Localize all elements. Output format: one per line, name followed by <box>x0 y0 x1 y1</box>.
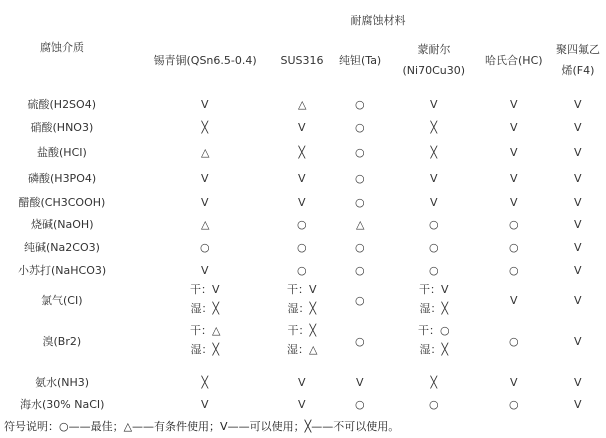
rating-cell: ╳ <box>430 121 438 134</box>
rating-cell: ○ <box>429 398 439 411</box>
rating-cell: V <box>574 398 582 411</box>
rating-cell: ○ <box>509 264 519 277</box>
rating-cell: V <box>201 264 209 277</box>
rating-cell: △ <box>298 98 307 111</box>
rating-cell: V <box>298 172 306 185</box>
rating-cell: ○ <box>509 218 519 231</box>
rating-wet: 湿：╳ <box>287 302 317 315</box>
rating-cell: V <box>430 98 438 111</box>
rating-dry: 干：○ <box>418 324 450 337</box>
rating-cell: V <box>201 172 209 185</box>
rating-cell: V <box>430 196 438 209</box>
column-header: SUS316 <box>280 54 324 67</box>
symbol-legend: 符号说明：○——最佳；△——有条件使用；V——可以使用；╳——不可以使用。 <box>4 420 400 433</box>
rating-dry: 干：△ <box>190 324 221 337</box>
medium-name: 烧碱(NaOH) <box>31 218 94 231</box>
rating-dry: 干：V <box>419 283 449 296</box>
medium-name: 海水(30% NaCI) <box>20 398 105 411</box>
medium-name: 醋酸(CH3COOH) <box>18 196 106 209</box>
medium-name: 硫酸(H2SO4) <box>27 98 96 111</box>
medium-name: 溴(Br2) <box>42 335 82 348</box>
header-group-label: 耐腐蚀材料 <box>350 14 406 27</box>
rating-cell: ○ <box>509 398 519 411</box>
header-medium-label: 腐蚀介质 <box>40 41 84 54</box>
rating-cell: △ <box>201 146 210 159</box>
rating-cell: ○ <box>429 264 439 277</box>
column-header: 蒙耐尔 <box>417 43 451 56</box>
rating-cell: ○ <box>355 294 365 307</box>
rating-cell: V <box>356 376 364 389</box>
rating-wet: 湿：△ <box>287 343 318 356</box>
rating-cell: ○ <box>509 335 519 348</box>
medium-name: 硝酸(HNO3) <box>30 121 94 134</box>
rating-cell: V <box>201 196 209 209</box>
rating-cell: ○ <box>200 241 210 254</box>
rating-cell: ╳ <box>201 376 209 389</box>
rating-cell: V <box>298 398 306 411</box>
column-header: 纯钽(Ta) <box>339 54 382 67</box>
medium-name: 氯气(CI) <box>41 294 83 307</box>
rating-cell: ○ <box>297 264 307 277</box>
rating-cell: ○ <box>429 218 439 231</box>
rating-cell: △ <box>201 218 210 231</box>
rating-wet: 湿：╳ <box>419 343 449 356</box>
rating-cell: V <box>574 172 582 185</box>
rating-cell: V <box>574 98 582 111</box>
rating-cell: V <box>510 376 518 389</box>
rating-cell: V <box>510 196 518 209</box>
rating-cell: ○ <box>355 172 365 185</box>
rating-cell: ○ <box>355 196 365 209</box>
medium-name: 磷酸(H3PO4) <box>28 172 97 185</box>
rating-cell: ○ <box>509 241 519 254</box>
rating-cell: V <box>574 196 582 209</box>
medium-name: 氨水(NH3) <box>35 376 90 389</box>
rating-cell: V <box>574 294 582 307</box>
rating-cell: V <box>574 241 582 254</box>
rating-cell: V <box>298 121 306 134</box>
rating-cell: ○ <box>355 146 365 159</box>
rating-cell: V <box>574 264 582 277</box>
rating-cell: ╳ <box>298 146 306 159</box>
rating-wet: 湿：╳ <box>419 302 449 315</box>
column-header-sub: 烯(F4) <box>561 64 595 77</box>
rating-cell: V <box>574 335 582 348</box>
rating-cell: ○ <box>355 264 365 277</box>
rating-cell: V <box>574 146 582 159</box>
rating-cell: V <box>510 146 518 159</box>
rating-cell: V <box>510 121 518 134</box>
rating-cell: ○ <box>297 218 307 231</box>
rating-dry: 干：╳ <box>287 324 317 337</box>
rating-wet: 湿：╳ <box>190 302 220 315</box>
rating-cell: V <box>574 218 582 231</box>
medium-name: 盐酸(HCI) <box>37 146 87 159</box>
rating-cell: V <box>574 121 582 134</box>
rating-cell: ○ <box>355 98 365 111</box>
rating-cell: ○ <box>429 241 439 254</box>
rating-cell: ╳ <box>430 376 438 389</box>
rating-cell: △ <box>356 218 365 231</box>
rating-cell: V <box>510 172 518 185</box>
medium-name: 纯碱(Na2CO3) <box>24 241 100 254</box>
rating-cell: V <box>201 398 209 411</box>
rating-cell: ╳ <box>201 121 209 134</box>
column-header-sub: (Ni70Cu30) <box>402 64 466 77</box>
column-header: 哈氏合(HC) <box>485 54 543 67</box>
rating-cell: ○ <box>355 241 365 254</box>
rating-cell: V <box>298 376 306 389</box>
rating-cell: V <box>201 98 209 111</box>
medium-name: 小苏打(NaHCO3) <box>18 264 107 277</box>
rating-cell: V <box>574 376 582 389</box>
rating-cell: ○ <box>355 398 365 411</box>
rating-cell: V <box>510 294 518 307</box>
rating-wet: 湿：╳ <box>190 343 220 356</box>
rating-cell: ╳ <box>430 146 438 159</box>
rating-dry: 干：V <box>287 283 317 296</box>
rating-cell: ○ <box>355 335 365 348</box>
column-header: 聚四氟乙 <box>556 43 600 56</box>
rating-cell: V <box>430 172 438 185</box>
rating-cell: ○ <box>297 241 307 254</box>
rating-cell: V <box>298 196 306 209</box>
rating-dry: 干：V <box>190 283 220 296</box>
rating-cell: ○ <box>355 121 365 134</box>
rating-cell: V <box>510 98 518 111</box>
column-header: 锡青铜(QSn6.5-0.4) <box>153 54 257 67</box>
